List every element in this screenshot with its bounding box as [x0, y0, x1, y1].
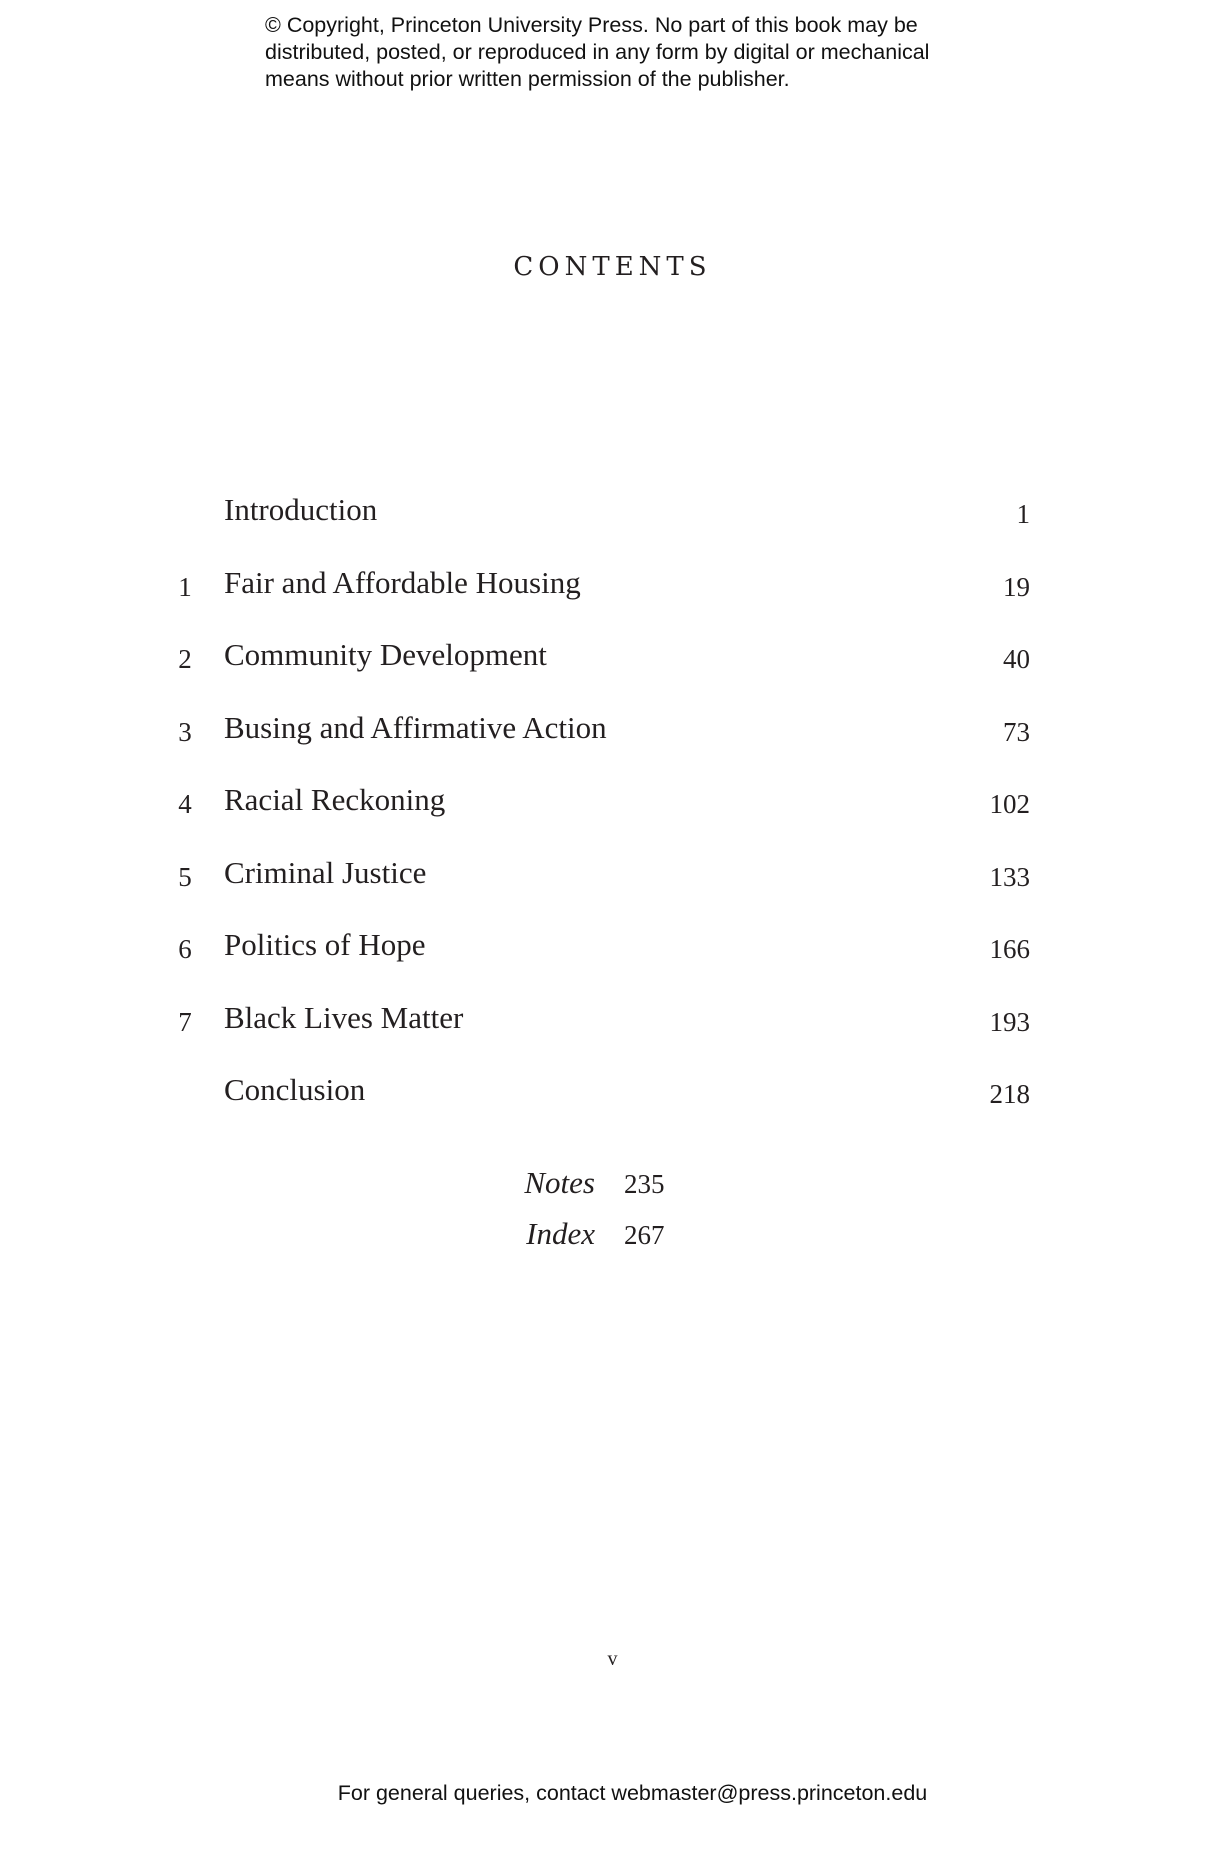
toc-entry-number: 4 — [178, 789, 192, 819]
toc-entry-title: Fair and Affordable Housing — [224, 564, 581, 600]
page-title: CONTENTS — [513, 252, 712, 282]
toc-entry-page: 193 — [989, 1006, 1030, 1037]
toc-entry-number: 3 — [178, 716, 192, 747]
toc-entry-page: 40 — [1003, 644, 1030, 674]
toc-entry-title: Community Development — [224, 637, 547, 672]
toc-entry-title: Racial Reckoning — [224, 782, 446, 817]
toc-entry-number: 6 — [178, 934, 192, 964]
toc-entry-title: Criminal Justice — [224, 854, 427, 890]
page-number: v — [607, 1648, 618, 1670]
toc-entry-chapter-3[interactable] — [170, 708, 1030, 781]
backmatter-title: Notes — [524, 1165, 595, 1200]
table-of-contents — [170, 490, 1030, 1143]
toc-entry-title: Conclusion — [224, 1072, 366, 1107]
backmatter-title: Index — [526, 1216, 595, 1251]
copyright-line: means without prior written permission of the publisher. — [265, 67, 790, 91]
toc-entry-title: Busing and Affirmative Action — [224, 709, 607, 745]
toc-entry-chapter-2[interactable] — [170, 635, 1030, 708]
toc-entry-title: Black Lives Matter — [224, 999, 464, 1035]
toc-entry-page: 133 — [989, 861, 1030, 892]
backmatter-page: 235 — [624, 1169, 665, 1199]
toc-entry-chapter-4[interactable] — [170, 780, 1030, 853]
toc-entry-page: 19 — [1003, 571, 1030, 602]
toc-entry-number: 1 — [178, 571, 192, 602]
backmatter-entry-notes[interactable] — [0, 1165, 1225, 1216]
toc-entry-chapter-5[interactable] — [170, 853, 1030, 926]
toc-entry-page: 102 — [989, 789, 1030, 819]
toc-entry-conclusion[interactable] — [170, 1070, 1030, 1143]
toc-entry-chapter-6[interactable] — [170, 925, 1030, 998]
footer-contact: For general queries, contact webmaster@press.princeton.edu — [337, 1781, 928, 1805]
copyright-notice — [265, 12, 1025, 93]
toc-entry-chapter-1[interactable] — [170, 563, 1030, 636]
toc-entry-chapter-7[interactable] — [170, 998, 1030, 1071]
backmatter-entry-index[interactable] — [0, 1216, 1225, 1267]
toc-entry-page: 218 — [989, 1079, 1030, 1109]
toc-entry-number: 2 — [178, 644, 192, 674]
toc-entry-title: Politics of Hope — [224, 927, 426, 962]
copyright-line: © Copyright, Princeton University Press. No part of this book may be — [265, 13, 918, 37]
toc-entry-page: 166 — [989, 934, 1030, 964]
toc-entry-page: 1 — [1016, 499, 1030, 529]
toc-entry-number: 5 — [178, 861, 192, 892]
toc-entry-introduction[interactable] — [170, 490, 1030, 563]
toc-entry-page: 73 — [1003, 716, 1030, 747]
toc-entry-number: 7 — [178, 1006, 192, 1037]
copyright-line: distributed, posted, or reproduced in any form by digital or mechanical — [265, 40, 930, 64]
backmatter-list — [0, 1165, 1225, 1267]
backmatter-page: 267 — [624, 1220, 665, 1250]
toc-entry-title: Introduction — [224, 492, 378, 527]
